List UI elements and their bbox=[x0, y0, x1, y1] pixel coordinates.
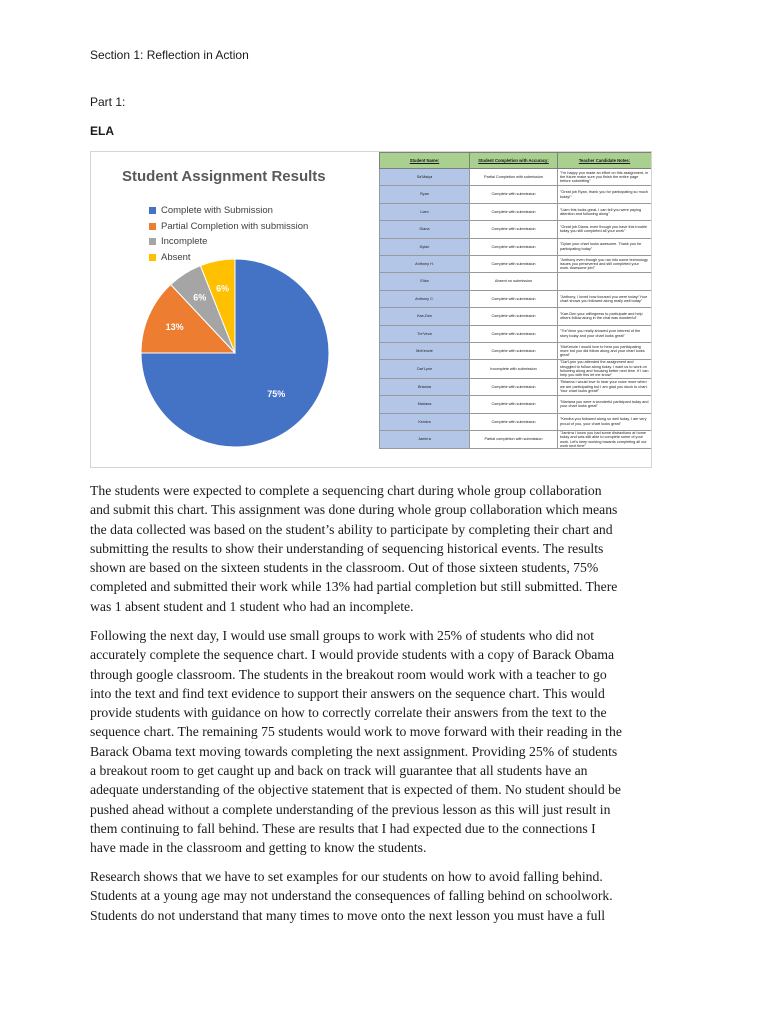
table-cell: Incomplete with submission bbox=[470, 360, 558, 378]
text-line: them continuing to fall behind. These are results that I had expected due to the connections I bbox=[90, 820, 596, 836]
table-row bbox=[380, 378, 652, 395]
table-body bbox=[380, 169, 652, 449]
table-row bbox=[380, 430, 652, 448]
table-cell: Complete with submission bbox=[470, 413, 558, 430]
text-line: Students do not understand that many times to move onto the next lesson you must have a full bbox=[90, 907, 606, 923]
pie-svg bbox=[91, 152, 379, 467]
table-row bbox=[380, 308, 652, 325]
text-line: The students were expected to complete a sequencing chart during whole group collaboration bbox=[90, 483, 602, 498]
table-cell: "Kendra you followed along so well today, I am very proud of you, your chart looks great" bbox=[558, 413, 652, 430]
text-line: a breakout room to get caught up and back on track will guarantee that all students have an bbox=[90, 763, 588, 779]
table-header-cell: Teacher Candidate Notes: bbox=[558, 153, 652, 169]
text-line: Barack Obama text moving towards completing the next assignment. Providing 25% of students bbox=[90, 743, 618, 759]
table-row bbox=[380, 186, 652, 203]
text-line: pushed ahead without a complete understanding of the previous lesson as this will just result in bbox=[90, 801, 611, 817]
table-cell: Kae-Den bbox=[380, 308, 470, 325]
text-line: submitting the results to show their understanding of sequencing historical events. The results bbox=[90, 540, 604, 556]
text-line: provide students with guidance on how to correctly correlate their answers from the text to the bbox=[90, 705, 607, 721]
paragraph-3 bbox=[90, 867, 680, 925]
table-cell: "Tre'Veon you really showed your interest of the story today and your chart looks great" bbox=[558, 325, 652, 342]
pie-data-label: 13% bbox=[165, 321, 184, 332]
table-cell: Partial completion with submission bbox=[470, 430, 558, 448]
table-cell: Partial Completion with submission bbox=[470, 169, 558, 186]
table-cell: Complete with submission bbox=[470, 290, 558, 307]
legend-label: Absent bbox=[161, 251, 191, 263]
table-cell: Ryan bbox=[380, 186, 470, 203]
table-row bbox=[380, 255, 652, 272]
table-cell: Complete with submission bbox=[470, 203, 558, 220]
table-cell: Jamirra bbox=[380, 430, 470, 448]
table-cell: "Dar'Lynn you attended the assignment and struggled to follow along today. I want us to work on following along and focusing better next time. If I can help you with this let me know" bbox=[558, 360, 652, 378]
section-title: Section 1: Reflection in Action bbox=[90, 48, 249, 62]
table-cell: Brianna bbox=[380, 378, 470, 395]
table-cell: Complete with submission bbox=[470, 378, 558, 395]
table-cell: Complete with submission bbox=[470, 186, 558, 203]
table-cell: Anthony C. bbox=[380, 290, 470, 307]
text-line: Students at a young age may not understand the consequences of falling behind on schoolwork. bbox=[90, 888, 613, 904]
table-cell: Dylan bbox=[380, 238, 470, 255]
table-cell: Diana bbox=[380, 221, 470, 238]
table-cell: Complete with submission bbox=[470, 308, 558, 325]
table-header-row bbox=[380, 153, 652, 169]
student-results-table bbox=[379, 152, 651, 449]
table-cell: Complete with submission bbox=[470, 255, 558, 272]
table-cell: Mariana bbox=[380, 396, 470, 413]
student-table-container bbox=[379, 152, 651, 467]
table-cell: "Anthony, I loved how focused you were today! Your chart shows you followed along really well today" bbox=[558, 290, 652, 307]
table-cell: Anthony H. bbox=[380, 255, 470, 272]
table-cell: "Liam this looks great, I can tell you were paying attention and following along" bbox=[558, 203, 652, 220]
part-label: Part 1: bbox=[90, 95, 126, 109]
chart-title: Student Assignment Results bbox=[122, 168, 326, 185]
table-row bbox=[380, 169, 652, 186]
table-cell: Dar'Lynn bbox=[380, 360, 470, 378]
table-cell: "Kae-Den your willingness to participate and help others follow along in the chat was wonderful" bbox=[558, 308, 652, 325]
table-cell: "I'm happy you made an effort on this assignment, in the future make sure you finish the entire page before submitting" bbox=[558, 169, 652, 186]
pie-data-label: 75% bbox=[267, 389, 286, 400]
table-row bbox=[380, 396, 652, 413]
table-cell: Liam bbox=[380, 203, 470, 220]
text-line: and submit this chart. This assignment was done during whole group collaboration which means bbox=[90, 502, 618, 518]
paragraph-1 bbox=[90, 481, 680, 616]
table-cell: "Great job Ryan, thank you for participating so much today!" bbox=[558, 186, 652, 203]
text-line: adequate understanding of the objective statement that is expected of them. No student should be bbox=[90, 782, 621, 798]
text-line: accurately complete the sequence chart. I would provide students with a copy of Barack Obama bbox=[90, 647, 615, 663]
text-line: have made in the classroom and getting to know the students. bbox=[90, 840, 427, 856]
text-line: completed and submitted their work while 13% had partial completion but still submitted. There bbox=[90, 579, 618, 595]
table-cell: Complete with submission bbox=[470, 342, 558, 359]
table-row bbox=[380, 221, 652, 238]
table-cell: Complete with submission bbox=[470, 325, 558, 342]
text-line: into the text and find text evidence to support their answers on the sequence chart. This would bbox=[90, 685, 605, 701]
table-cell: "McKenzie I would love to hear you participating more but you did follow along and your chart looks great" bbox=[558, 342, 652, 359]
table-header-cell: Student Completion with Accuracy: bbox=[470, 153, 558, 169]
text-line: sequence chart. The remaining 75 students would work to move forward with their reading in the bbox=[90, 724, 622, 740]
table-cell: "Jamirra I know you had some distractions at home today and was still able to complete some of your work. Let's keep working towards completing all our work next time" bbox=[558, 430, 652, 448]
table-row bbox=[380, 360, 652, 378]
pie-chart bbox=[91, 152, 379, 467]
table-cell: Complete with submission bbox=[470, 238, 558, 255]
table-row bbox=[380, 238, 652, 255]
table-cell bbox=[558, 273, 652, 290]
table-cell: McKenzie bbox=[380, 342, 470, 359]
table-cell: Absent no submission bbox=[470, 273, 558, 290]
legend-label: Complete with Submission bbox=[161, 205, 273, 217]
table-cell: "Brianna I would love to hear your voice more when we are participating but I am glad you stuck to chart. Your chart looks great!" bbox=[558, 378, 652, 395]
subject-label: ELA bbox=[90, 124, 114, 138]
chart-figure bbox=[90, 151, 652, 468]
table-cell: Eliza bbox=[380, 273, 470, 290]
table-row bbox=[380, 413, 652, 430]
pie-data-label: 6% bbox=[193, 292, 207, 303]
text-line: Research shows that we have to set examples for our students on how to avoid falling behind. bbox=[90, 869, 603, 884]
table-cell: "Dylan your chart looks awesome. Thank you for participating today" bbox=[558, 238, 652, 255]
table-cell: Complete with submission bbox=[470, 221, 558, 238]
text-line: through google classroom. The students in the breakout room would work with a teacher to go bbox=[90, 666, 607, 682]
table-cell: Kendra bbox=[380, 413, 470, 430]
table-cell: "Great job Diana, even though you have this trouble today you still completed all your work" bbox=[558, 221, 652, 238]
table-cell: Sa'Maiya bbox=[380, 169, 470, 186]
text-line: was 1 absent student and 1 student who had an incomplete. bbox=[90, 598, 414, 614]
table-row bbox=[380, 342, 652, 359]
text-line: Following the next day, I would use small groups to work with 25% of students who did not bbox=[90, 628, 594, 643]
table-cell: "Anthony even though you ran into some technology issues you persevered and still completed your work. Awesome job!" bbox=[558, 255, 652, 272]
table-row bbox=[380, 273, 652, 290]
table-cell: Tre'Veon bbox=[380, 325, 470, 342]
legend-label: Partial Completion with submission bbox=[161, 220, 309, 232]
text-line: shown are based on the sixteen students in the classroom. Out of those sixteen students, 75% bbox=[90, 560, 599, 576]
text-line: the data collected was based on the student’s ability to participate by completing their chart and bbox=[90, 521, 613, 537]
paragraph-2 bbox=[90, 626, 680, 858]
pie-data-label: 6% bbox=[216, 283, 230, 294]
table-header-cell: Student Name: bbox=[380, 153, 470, 169]
table-cell: Complete with submission bbox=[470, 396, 558, 413]
table-row bbox=[380, 290, 652, 307]
table-row bbox=[380, 203, 652, 220]
table-row bbox=[380, 325, 652, 342]
legend-label: Incomplete bbox=[161, 236, 208, 248]
table-cell: "Mariana you were a wonderful participant today and your chart looks great" bbox=[558, 396, 652, 413]
